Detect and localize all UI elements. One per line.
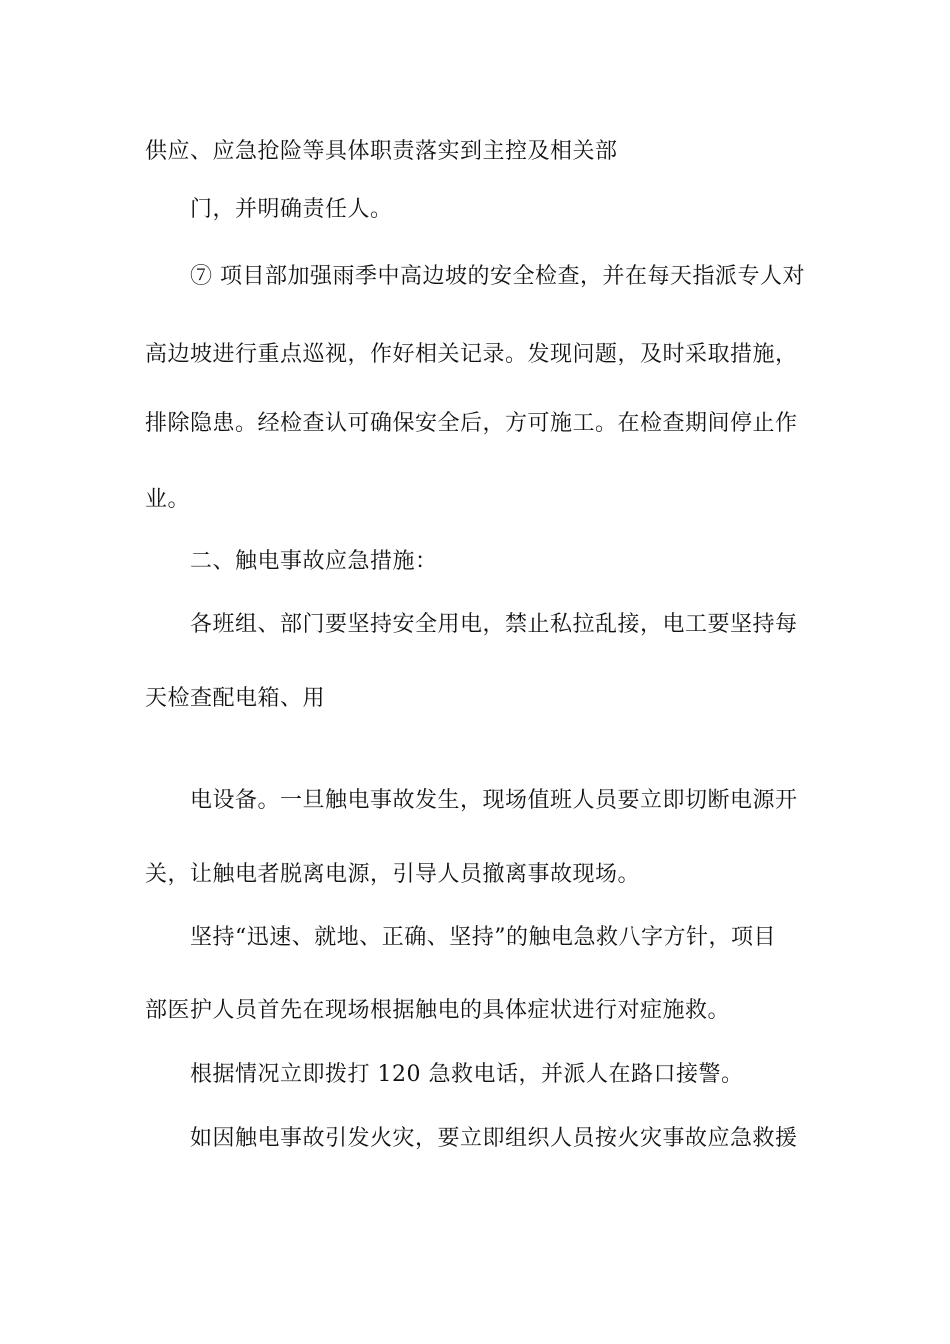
text-line-14: 根据情况立即拨打 120 急救电话，并派人在路口接警。 <box>190 1062 744 1087</box>
text-line-1: 供应、应急抢险等具体职责落实到主控及相关部 <box>145 139 618 164</box>
text-line-3: ⑦ 项目部加强雨季中高边坡的安全检查，并在每天指派专人对 <box>190 264 805 289</box>
text-line-6: 业。 <box>145 487 191 512</box>
text-line-13: 部医护人员首先在现场根据触电的具体症状进行对症施救。 <box>145 998 731 1023</box>
text-line-4: 高边坡进行重点巡视，作好相关记录。发现问题，及时采取措施， <box>145 342 798 367</box>
text-line-11: 关，让触电者脱离电源，引导人员撤离事故现场。 <box>145 862 641 887</box>
text-line-15: 如因触电事故引发火灾，要立即组织人员按火灾事故应急救援 <box>190 1126 798 1151</box>
section-heading: 二、触电事故应急措施： <box>190 549 438 574</box>
text-line-5: 排除隐患。经检查认可确保安全后，方可施工。在检查期间停止作 <box>145 411 798 436</box>
text-line-10: 电设备。一旦触电事故发生，现场值班人员要立即切断电源开 <box>190 788 798 813</box>
text-line-2: 门，并明确责任人。 <box>190 197 393 222</box>
text-line-12: 坚持“迅速、就地、正确、坚持”的触电急救八字方针，项目 <box>190 925 776 950</box>
text-line-8: 各班组、部门要坚持安全用电，禁止私拉乱接，电工要坚持每 <box>190 612 798 637</box>
text-line-9: 天检查配电箱、用 <box>145 686 326 711</box>
